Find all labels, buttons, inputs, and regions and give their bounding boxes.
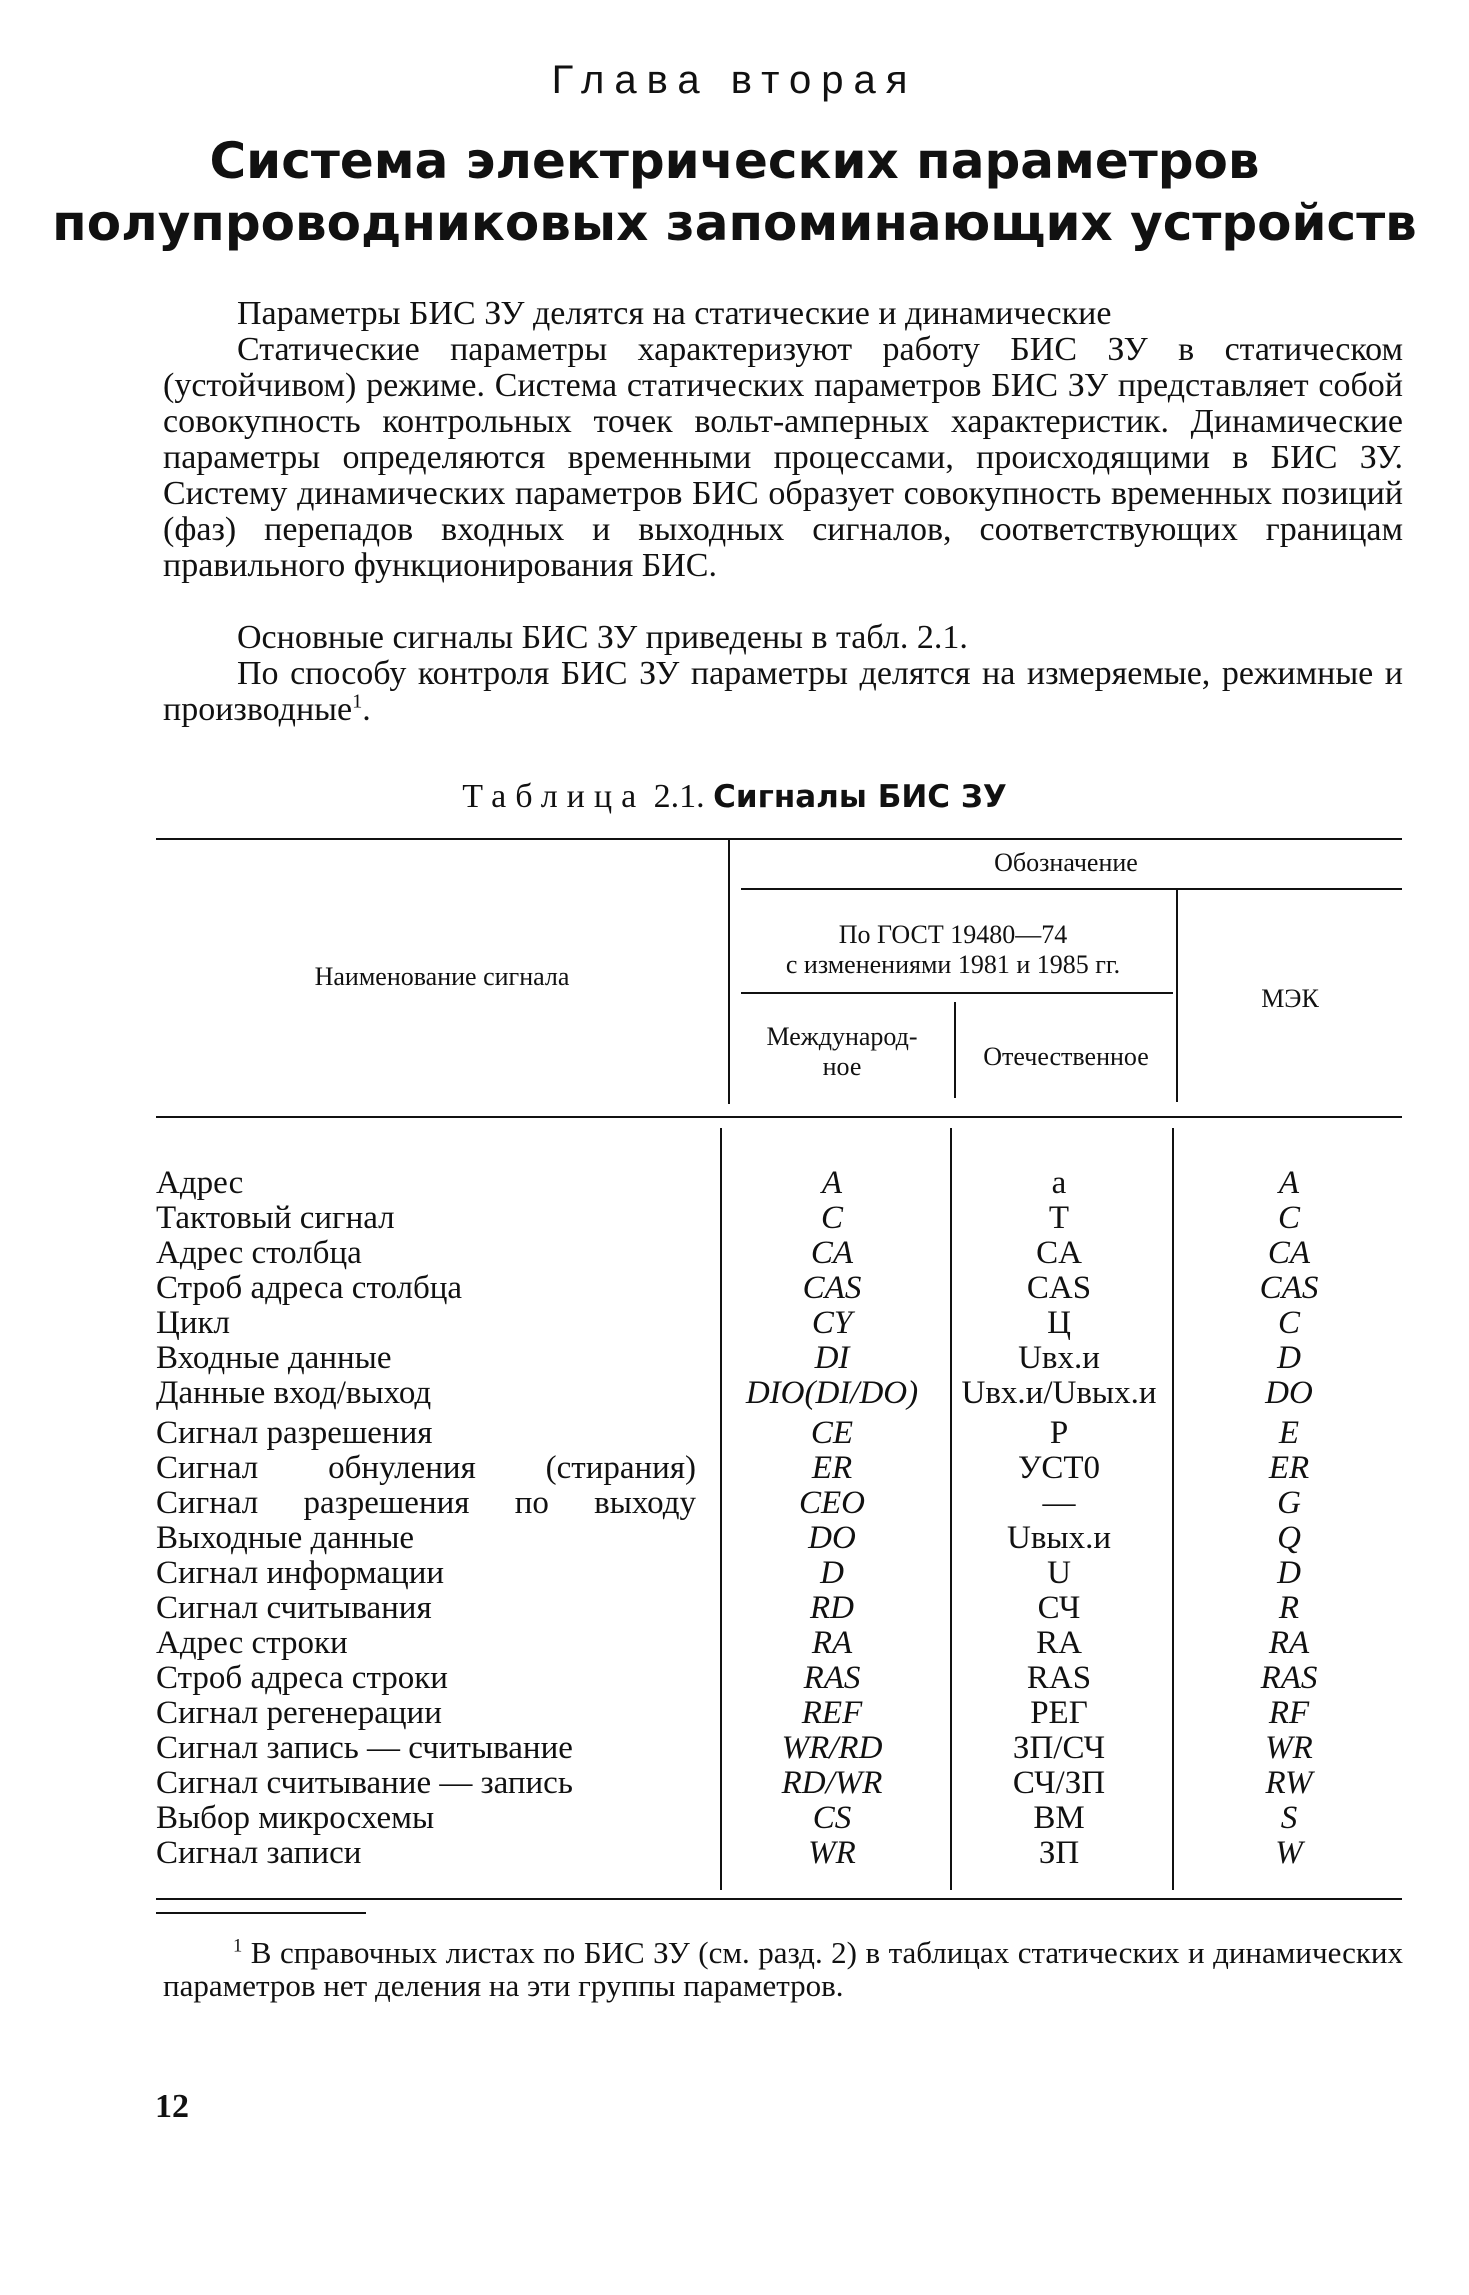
signal-name: Входные данные (156, 1340, 392, 1376)
table-caption (0, 778, 1469, 816)
signal-iec: D (1277, 1340, 1301, 1376)
table-row (0, 1376, 1469, 1411)
header-gost (730, 920, 1176, 980)
table-row (0, 1801, 1469, 1836)
gost-underline (741, 992, 1173, 994)
signal-iec: RF (1268, 1695, 1310, 1731)
signal-intl: CEO (799, 1485, 865, 1521)
signal-domestic: ВМ (1033, 1800, 1085, 1836)
signal-intl: CY (811, 1305, 853, 1341)
signal-domestic: Т (1048, 1200, 1070, 1236)
footnote (163, 1936, 1403, 2002)
signal-name: Строб адреса столбца (156, 1270, 463, 1306)
signal-domestic: Uвх.и (1018, 1340, 1100, 1376)
table-row (0, 1271, 1469, 1306)
table-row (0, 1451, 1469, 1486)
signal-iec: C (1277, 1200, 1300, 1236)
signal-iec: S (1280, 1800, 1298, 1836)
signal-domestic: CAS (1026, 1270, 1092, 1306)
table-row (0, 1836, 1469, 1871)
table-row (0, 1521, 1469, 1556)
signal-intl: REF (801, 1695, 863, 1731)
header-designation: Обозначение (994, 848, 1138, 877)
header-domestic: Отечественное (983, 1042, 1149, 1071)
signal-intl: WR (808, 1835, 856, 1871)
signal-domestic: Uвых.и (1007, 1520, 1111, 1556)
header-international (730, 1022, 954, 1082)
signal-domestic: СЧ (1037, 1590, 1081, 1626)
footnote-mark: 1 (233, 1935, 243, 1957)
header-international-line-1: Международ- (766, 1022, 918, 1051)
signal-intl: DIO(DI/DO) (745, 1375, 919, 1411)
signal-domestic: УСТ0 (1017, 1450, 1101, 1486)
signal-domestic: CA (1036, 1235, 1082, 1271)
signal-name: Сигнал разрешения по выходу (156, 1485, 696, 1521)
paragraph-3: Основные сигналы БИС ЗУ приведены в табл. 2.1. (237, 619, 968, 656)
signal-name: Сигнал записи (156, 1835, 362, 1871)
signal-intl: RD (810, 1590, 854, 1626)
header-gost-line-1: По ГОСТ 19480—74 (838, 920, 1068, 949)
footnote-ref: 1 (352, 690, 363, 713)
signal-name: Адрес столбца (156, 1235, 362, 1271)
table-row (0, 1486, 1469, 1521)
table-row (0, 1696, 1469, 1731)
signal-iec: DO (1265, 1375, 1313, 1411)
signal-iec: D (1277, 1555, 1301, 1591)
signal-name: Выбор микросхемы (156, 1800, 435, 1836)
signal-name: Адрес (156, 1165, 244, 1201)
signal-intl: CS (812, 1800, 852, 1836)
table-caption-prefix: Таблица (462, 778, 646, 815)
signal-name: Сигнал регенерации (156, 1695, 442, 1731)
paragraph-4: По способу контроля БИС ЗУ параметры делятся на измеряемые, режимные и производные$^1$. (163, 655, 1403, 728)
signal-name: Сигнал запись — считывание (156, 1730, 573, 1766)
signal-iec: RA (1268, 1625, 1310, 1661)
signal-name: Сигнал считывания (156, 1590, 432, 1626)
page-number: 12 (155, 2088, 189, 2125)
header-iec: МЭК (1261, 984, 1319, 1013)
header-gost-line-2: с изменениями 1981 и 1985 гг. (785, 950, 1121, 979)
signal-iec: C (1277, 1305, 1300, 1341)
footnote-text: В справочных листах по БИС ЗУ (см. разд. 2) в таблицах статических и динамических параметров нет деления на эти группы параметров. (163, 1935, 1404, 2003)
signal-iec: W (1275, 1835, 1303, 1871)
table-row (0, 1236, 1469, 1271)
signal-iec: G (1277, 1485, 1301, 1521)
signal-iec: CAS (1259, 1270, 1319, 1306)
signal-domestic: РЕГ (1030, 1695, 1088, 1731)
signal-iec: WR (1265, 1730, 1313, 1766)
signal-domestic: Р (1049, 1415, 1069, 1451)
signal-domestic: СЧ/ЗП (1012, 1765, 1106, 1801)
signal-iec: A (1278, 1165, 1300, 1201)
header-signal-name: Наименование сигнала (314, 962, 570, 991)
table-row (0, 1591, 1469, 1626)
signal-domestic: U (1047, 1555, 1071, 1591)
signal-intl: DO (808, 1520, 856, 1556)
signal-domestic: Ц (1047, 1305, 1071, 1341)
signal-name: Выходные данные (156, 1520, 415, 1556)
title-line-1: Система электрических параметров (209, 132, 1260, 190)
signal-iec: RAS (1260, 1660, 1318, 1696)
table-row (0, 1166, 1469, 1201)
signal-name: Сигнал считывание — запись (156, 1765, 573, 1801)
signal-name: Сигнал обнуления (стирания) (156, 1450, 696, 1486)
signal-name: Сигнал информации (156, 1555, 445, 1591)
signal-domestic: RAS (1026, 1660, 1092, 1696)
signal-iec: E (1278, 1415, 1300, 1451)
signal-iec: RW (1265, 1765, 1313, 1801)
signal-iec: R (1278, 1590, 1300, 1626)
signal-iec: Q (1277, 1520, 1301, 1556)
signal-domestic: Uвх.и/Uвых.и (961, 1375, 1157, 1411)
header-international-line-2: ное (822, 1052, 862, 1081)
table-head-rule (156, 1116, 1402, 1118)
paragraph-2: Статические параметры характеризуют работу БИС ЗУ в статическом (устойчивом) режиме. Система статических параметров БИС ЗУ представляет собой совокупность контрольных точек вольт-амперных характеристик. Динамические параметры определяются временными процессами, происходящими в БИС ЗУ. Систему динамических параметров БИС образует совокупность временных позиций (фаз) перепадов входных и выходных сигналов, соответствующих границам правильного функционирования БИС. (163, 331, 1403, 584)
signal-name: Тактовый сигнал (156, 1200, 395, 1236)
signal-intl: WR/RD (781, 1730, 883, 1766)
table-row (0, 1731, 1469, 1766)
table-row (0, 1661, 1469, 1696)
table-top-rule (156, 838, 1402, 840)
signal-domestic: ЗП (1038, 1835, 1080, 1871)
signal-domestic: — (1042, 1485, 1076, 1521)
signal-intl: CE (810, 1415, 854, 1451)
title-line-2: полупроводниковых запоминающих устройств (52, 194, 1417, 252)
table-row (0, 1416, 1469, 1451)
signal-intl: D (820, 1555, 844, 1591)
designation-underline (741, 888, 1402, 890)
signal-intl: RAS (803, 1660, 861, 1696)
table-row (0, 1556, 1469, 1591)
table-row (0, 1306, 1469, 1341)
table-caption-title: Сигналы БИС ЗУ (713, 779, 1007, 815)
table-row (0, 1201, 1469, 1236)
signal-domestic: RA (1036, 1625, 1082, 1661)
signal-iec: ER (1268, 1450, 1310, 1486)
paragraph-1: Параметры БИС ЗУ делятся на статические и динамические (237, 295, 1112, 332)
table-end-rule (156, 1898, 1402, 1900)
signal-name: Адрес строки (156, 1625, 348, 1661)
signal-intl: RA (811, 1625, 853, 1661)
signal-intl: CAS (802, 1270, 862, 1306)
signal-name: Данные вход/выход (156, 1375, 432, 1411)
signal-iec: CA (1267, 1235, 1311, 1271)
footnote-separator (156, 1912, 366, 1914)
signal-name: Цикл (156, 1305, 230, 1341)
signal-name: Строб адреса строки (156, 1660, 448, 1696)
signal-intl: C (820, 1200, 843, 1236)
table-row (0, 1341, 1469, 1376)
table-caption-number: 2.1. (653, 778, 705, 815)
signal-domestic: а (1051, 1165, 1067, 1201)
signal-domestic: ЗП/СЧ (1012, 1730, 1106, 1766)
signal-intl: ER (811, 1450, 853, 1486)
table-row (0, 1766, 1469, 1801)
chapter-heading: Глава вторая (551, 58, 918, 102)
signal-intl: A (821, 1165, 843, 1201)
signal-intl: DI (814, 1340, 850, 1376)
signal-intl: CA (810, 1235, 854, 1271)
table-row (0, 1626, 1469, 1661)
signal-intl: RD/WR (781, 1765, 883, 1801)
signal-name: Сигнал разрешения (156, 1415, 433, 1451)
chapter-title (0, 130, 1469, 254)
